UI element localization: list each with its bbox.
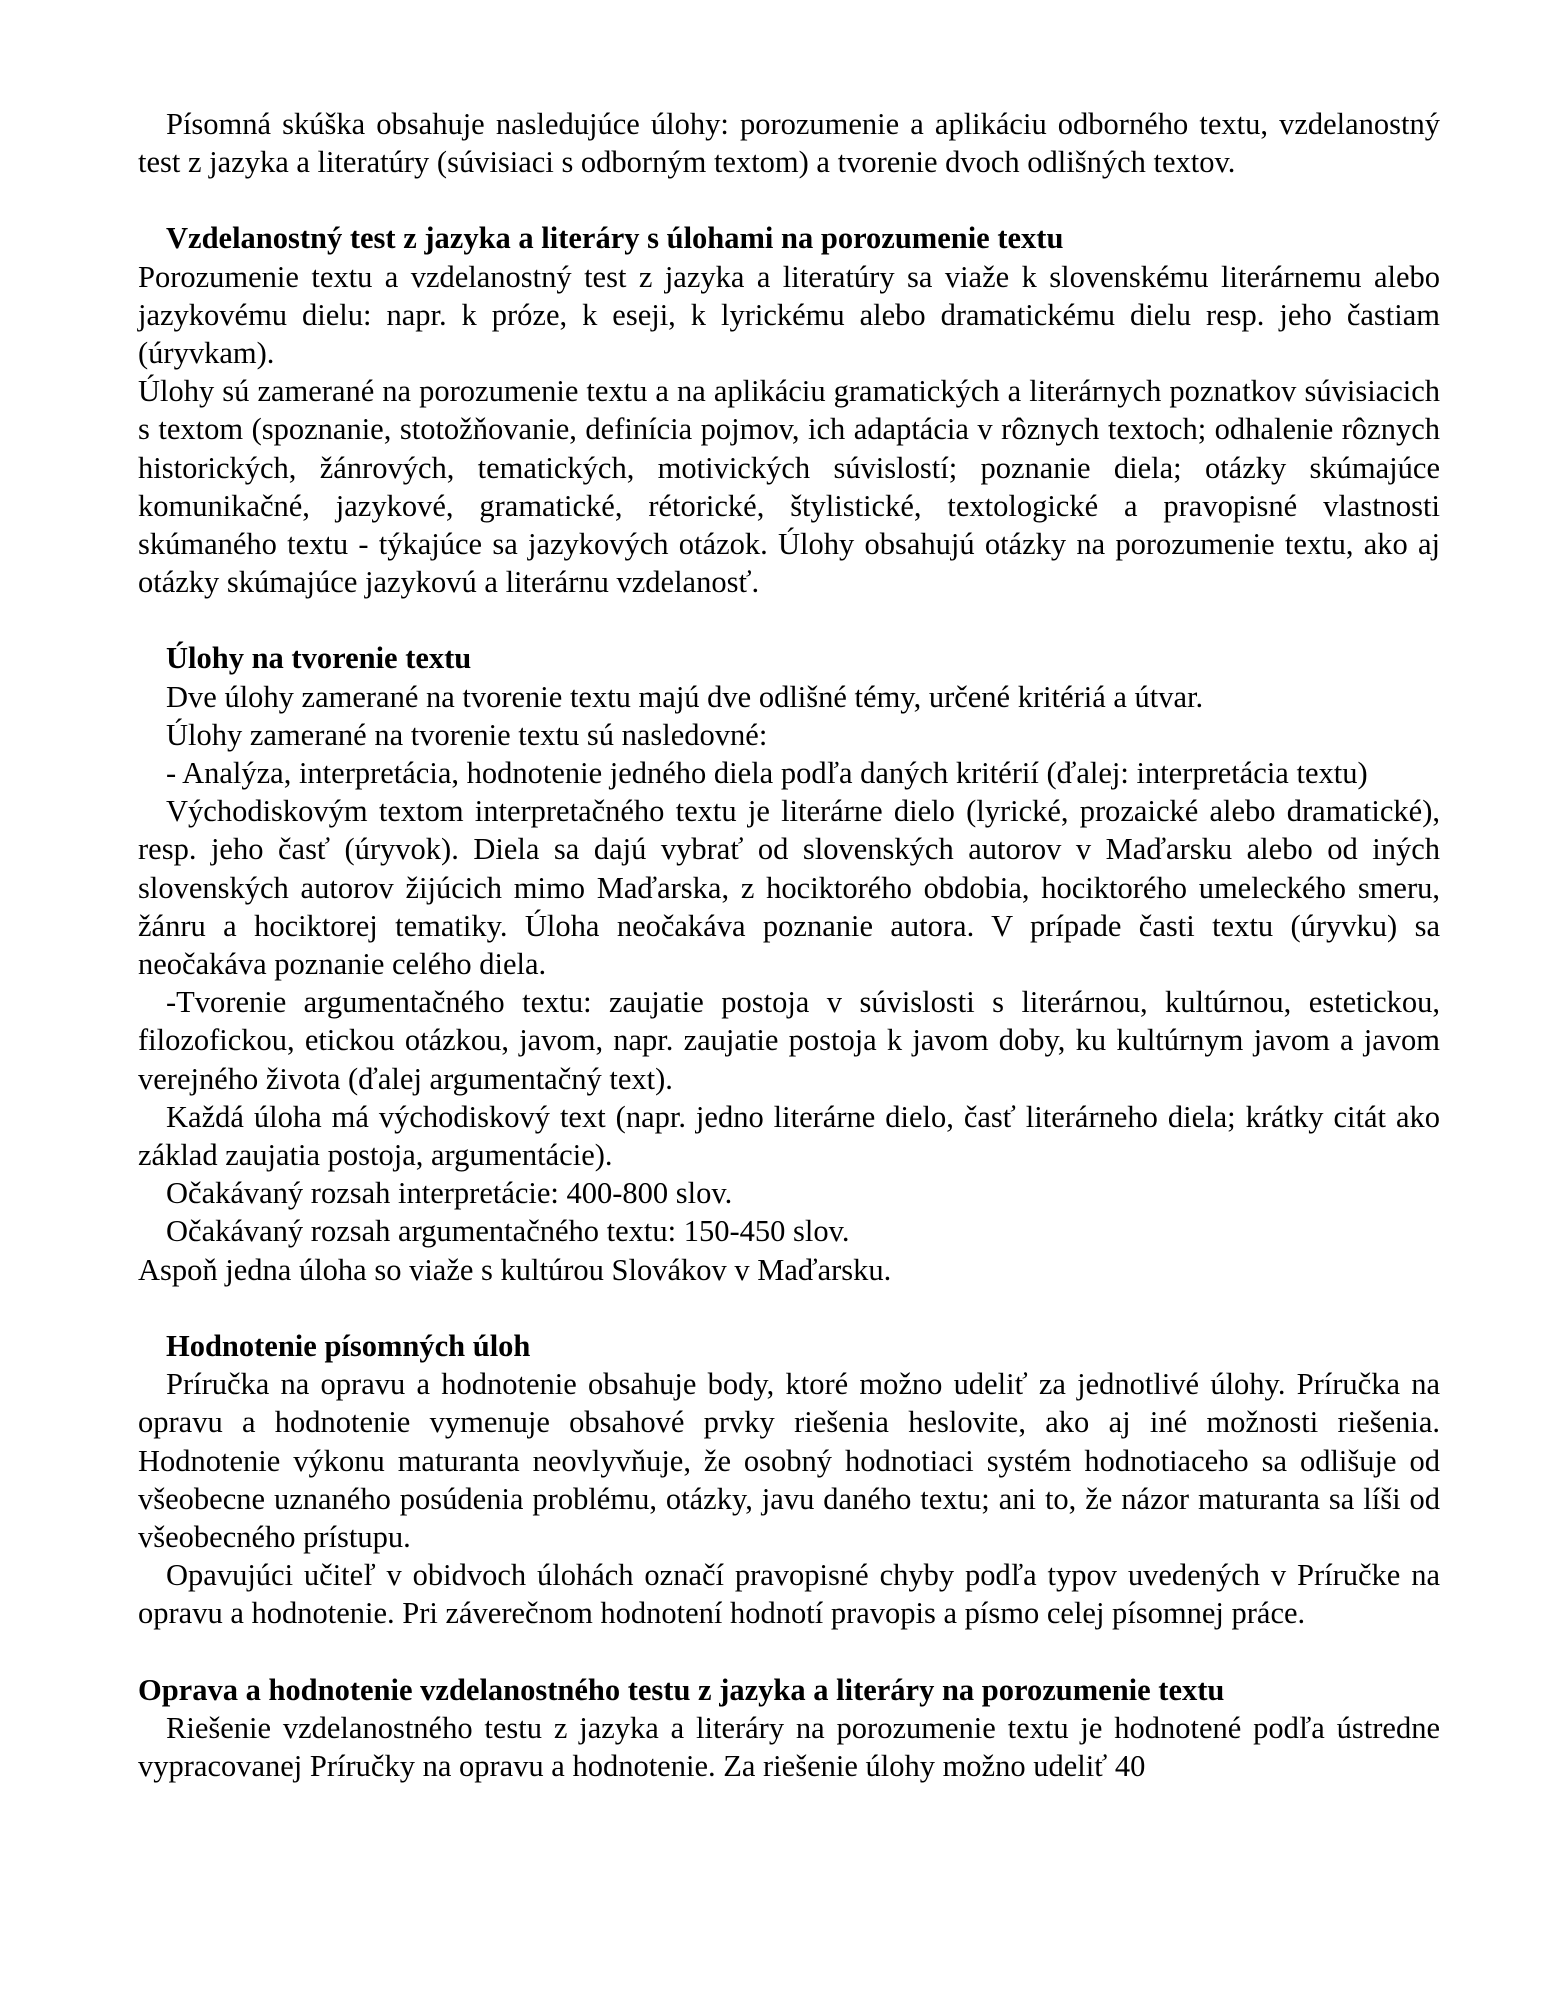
paragraph: Úlohy zamerané na tvorenie textu sú nasledovné: <box>166 717 768 752</box>
spacer <box>138 181 1440 219</box>
paragraph: Aspoň jedna úloha so viaže s kultúrou Slovákov v Maďarsku. <box>138 1252 892 1287</box>
document-page <box>138 105 1440 1785</box>
paragraph: Príručka na opravu a hodnotenie obsahuje body, ktoré možno udeliť za jednotlivé úlohy. Príručka na opravu a hodnotenie vymenuje obsahové prvky riešenia heslovite, ako aj iné možnosti riešenia. Hodnotenie výkonu maturanta neovlyvňuje, že osobný hodnotiaci systém hodnotiaceho sa odlišuje od všeobecne uznaného posúdenia problému, otázky, javu daného textu; ani to, že názor maturanta sa líši od všeobecného prístupu. <box>138 1367 1440 1554</box>
list-item: -Tvorenie argumentačného textu: zaujatie postoja v súvislosti s literárnou, kultúrnou, estetickou, filozofickou, etickou otázkou, javom, napr. zaujatie postoja k javom doby, ku kultúrnym javom a javom verejného života (ďalej argumentačný text). <box>138 985 1440 1096</box>
section-heading-correction: Oprava a hodnotenie vzdelanostného testu z jazyka a literáry na porozumenie textu <box>138 1672 1225 1707</box>
paragraph: Dve úlohy zamerané na tvorenie textu majú dve odlišné témy, určené kritériá a útvar. <box>166 679 1204 714</box>
list-item: - Analýza, interpretácia, hodnotenie jedného diela podľa daných kritérií (ďalej: interpretácia textu) <box>166 756 1368 791</box>
paragraph: Každá úloha má východiskový text (napr. jedno literárne dielo, časť literárneho diela; krátky citát ako základ zaujatia postoja, argumentácie). <box>138 1099 1440 1173</box>
paragraph: Porozumenie textu a vzdelanostný test z jazyka a literatúry sa viaže k slovenskému literárnemu alebo jazykovému dielu: napr. k próze, k eseji, k lyrickému alebo dramatickému dielu resp. jeho častiam (úryvkam). <box>138 259 1440 371</box>
paragraph: Opavujúci učiteľ v obidvoch úlohách označí pravopisné chyby podľa typov uvedených v Príručke na opravu a hodnotenie. Pri záverečnom hodnotení hodnotí pravopis a písmo celej písomnej práce. <box>138 1558 1440 1631</box>
paragraph: Východiskovým textom interpretačného textu je literárne dielo (lyrické, prozaické alebo dramatické), resp. jeho časť (úryvok). Diela sa dajú vybrať od slovenských autorov v Maďarsku alebo od iných slovenských autorov žijúcich mimo Maďarska, z hociktorého obdobia, hociktorého umeleckého smeru, žánru a hociktorej tematiky. Úloha neočakáva poznanie autora. V prípade časti textu (úryvku) sa neočakáva poznanie celého diela. <box>138 794 1440 982</box>
intro-paragraph: Písomná skúška obsahuje nasledujúce úlohy: porozumenie a aplikáciu odborného textu, vzdelanostný test z jazyka a literatúry (súvisiaci s odborným textom) a tvorenie dvoch odlišných textov. <box>138 107 1440 180</box>
spacer <box>138 1289 1440 1327</box>
spacer <box>138 601 1440 639</box>
section-heading-test: Vzdelanostný test z jazyka a literáry s úlohami na porozumenie textu <box>166 221 1064 256</box>
paragraph: Riešenie vzdelanostného testu z jazyka a literáry na porozumenie textu je hodnotené podľa ústredne vypracovanej Príručky na opravu a hodnotenie. Za riešenie úlohy možno udeliť 40 <box>138 1710 1440 1783</box>
paragraph: Úlohy sú zamerané na porozumenie textu a na aplikáciu gramatických a literárnych poznatkov súvisiacich s textom (spoznanie, stotožňovanie, definícia pojmov, ich adaptácia v rôznych textoch; odhalenie rôznych historických, žánrových, tematických, motivických súvislostí; poznanie diela; otázky skúmajúce komunikačné, jazykové, gramatické, rétorické, štylistické, textologické a pravopisné vlastnosti skúmaného textu - týkajúce sa jazykových otázok. Úlohy obsahujú otázky na porozumenie textu, ako aj otázky skúmajúce jazykovú a literárnu vzdelanosť. <box>138 374 1440 600</box>
paragraph: Očakávaný rozsah interpretácie: 400-800 slov. <box>166 1176 733 1211</box>
paragraph: Očakávaný rozsah argumentačného textu: 150-450 slov. <box>166 1214 850 1249</box>
section-heading-text-creation: Úlohy na tvorenie textu <box>166 641 472 676</box>
spacer <box>138 1633 1440 1671</box>
section-heading-evaluation: Hodnotenie písomných úloh <box>166 1328 531 1363</box>
